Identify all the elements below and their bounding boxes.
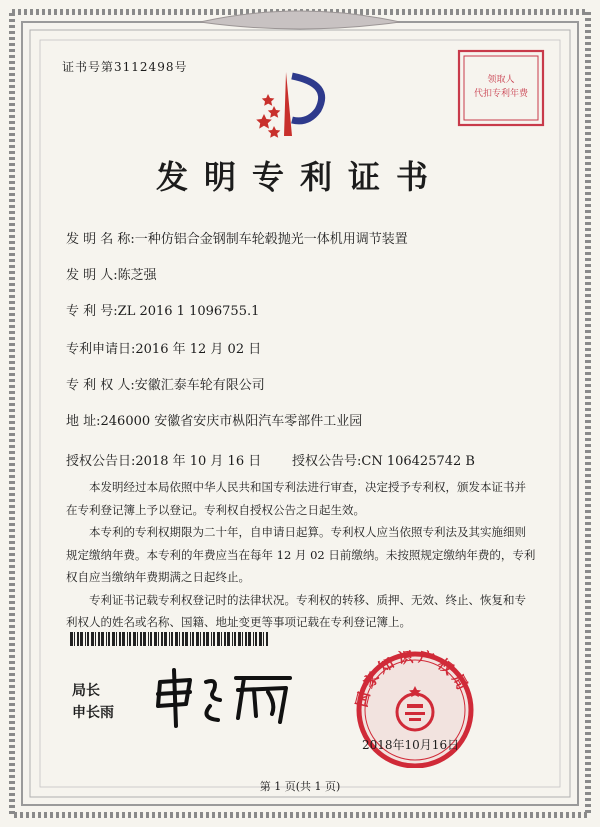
grant-number-value: CN 106425742 B	[361, 454, 475, 469]
body-paragraph-3: 专利证书记载专利权登记时的法律状况。专利权的转移、质押、无效、终止、恢复和专利权人的姓名或名称、国籍、地址变更等事项记载在专利登记簿上。	[66, 592, 526, 629]
seal-date: 2018年10月16日	[362, 738, 460, 752]
barcode-bar	[77, 632, 79, 646]
barcode-bar	[129, 632, 131, 646]
barcode-bar	[127, 632, 128, 646]
certificate-number	[62, 58, 187, 75]
barcode-bar	[192, 632, 194, 646]
grant-date-row	[66, 450, 261, 469]
barcode-bar	[242, 632, 243, 646]
patent-number-value: ZL 2016 1 1096755.1	[117, 304, 260, 319]
certificate-number-label: 证书号第	[62, 60, 115, 74]
barcode-bar	[234, 632, 236, 646]
barcode-bar	[203, 632, 205, 646]
barcode-bar	[119, 632, 121, 646]
barcode-bar	[133, 632, 136, 646]
barcode-bar	[175, 632, 178, 646]
svg-text:国家知识产权局: 国家知识产权局	[352, 647, 474, 709]
barcode-bar	[217, 632, 220, 646]
barcode-bar	[158, 632, 159, 646]
certificate-body	[66, 476, 536, 634]
patentee-row	[66, 374, 265, 393]
invention-name-label: 发 明 名 称:	[66, 232, 135, 247]
barcode-bar	[266, 632, 268, 646]
barcode-bar	[259, 632, 262, 646]
barcode-bar	[70, 632, 73, 646]
barcode-bar	[196, 632, 199, 646]
barcode-bar	[190, 632, 191, 646]
barcode-bar	[164, 632, 167, 646]
filing-date-label: 专利申请日:	[66, 342, 136, 357]
barcode-bar	[169, 632, 170, 646]
director-signature	[140, 660, 300, 730]
patent-number-label: 专 利 号:	[66, 304, 118, 319]
barcode-bar	[85, 632, 86, 646]
barcode-bar	[263, 632, 264, 646]
barcode-bar	[148, 632, 149, 646]
barcode-bar	[200, 632, 201, 646]
barcode-bar	[143, 632, 146, 646]
patentee-label: 专 利 权 人:	[66, 378, 135, 393]
barcode-bar	[137, 632, 138, 646]
address-label: 地 址:	[66, 414, 101, 429]
grant-number-row	[292, 450, 475, 469]
barcode-bar	[122, 632, 125, 646]
barcode-bar	[140, 632, 142, 646]
barcode-bar	[150, 632, 152, 646]
barcode-bar	[101, 632, 104, 646]
barcode-bar	[112, 632, 115, 646]
filing-date-value: 2016 年 12 月 02 日	[135, 342, 262, 357]
certificate-number-value: 3112498	[114, 60, 175, 74]
svg-text:领取人: 领取人	[487, 75, 515, 85]
grant-date-label: 授权公告日:	[66, 454, 136, 469]
patent-number-row	[66, 300, 259, 319]
address-value: 246000 安徽省安庆市枞阳汽车零部件工业园	[100, 414, 363, 429]
barcode-bar	[95, 632, 96, 646]
barcode-bar	[245, 632, 247, 646]
barcode-bar	[87, 632, 89, 646]
grant-number-label: 授权公告号:	[292, 454, 362, 469]
barcode-bar	[74, 632, 75, 646]
filing-date-row	[66, 338, 261, 357]
agency-corner-stamp	[456, 48, 546, 128]
barcode-bar	[179, 632, 180, 646]
barcode-bar	[238, 632, 241, 646]
inventor-row	[66, 264, 157, 283]
barcode-bar	[91, 632, 94, 646]
address-row	[66, 410, 362, 429]
barcode-bar	[182, 632, 184, 646]
barcode-bar	[253, 632, 254, 646]
barcode-bar	[161, 632, 163, 646]
barcode-bar	[98, 632, 100, 646]
barcode	[70, 632, 270, 646]
barcode-bar	[224, 632, 226, 646]
certificate-title: 发明专利证书	[155, 158, 444, 196]
barcode-bar	[206, 632, 209, 646]
barcode-bar	[185, 632, 188, 646]
body-paragraph-2: 本专利的专利权期限为二十年，自申请日起算。专利权人应当依照专利法及其实施细则规定缴纳年费。本专利的年费应当在每年 12 月 02 日前缴纳。未按照规定缴纳年费的，专利权自应当缴纳年费期满之日起终止。	[66, 525, 536, 584]
patentee-value: 安徽汇泰车轮有限公司	[134, 378, 265, 393]
certificate-number-suffix: 号	[174, 60, 188, 74]
director-title: 局长	[72, 683, 100, 699]
page-footer: 第 1 页(共 1 页)	[259, 780, 341, 793]
svg-text:代扣专利年费: 代扣专利年费	[473, 89, 529, 99]
invention-name-value: 一种仿铝合金钢制车轮毂抛光一体机用调节装置	[134, 232, 408, 247]
director-name: 申长雨	[72, 705, 114, 721]
barcode-bar	[221, 632, 222, 646]
barcode-bar	[80, 632, 83, 646]
barcode-bar	[248, 632, 251, 646]
barcode-bar	[116, 632, 117, 646]
barcode-bar	[108, 632, 110, 646]
barcode-bar	[211, 632, 212, 646]
barcode-bar	[227, 632, 230, 646]
patent-office-logo	[246, 64, 336, 144]
barcode-bar	[255, 632, 257, 646]
inventor-value: 陈芝强	[117, 268, 157, 283]
barcode-bar	[154, 632, 157, 646]
barcode-bar	[106, 632, 107, 646]
invention-name-row	[66, 228, 408, 247]
inventor-label: 发 明 人:	[66, 268, 118, 283]
grant-date-value: 2018 年 10 月 16 日	[135, 454, 262, 469]
body-paragraph-1: 本发明经过本局依照中华人民共和国专利法进行审查，决定授予专利权，颁发本证书并在专利登记簿上予以登记。专利权自授权公告之日起生效。	[66, 480, 526, 517]
barcode-bar	[213, 632, 215, 646]
barcode-bar	[171, 632, 173, 646]
barcode-bar	[232, 632, 233, 646]
